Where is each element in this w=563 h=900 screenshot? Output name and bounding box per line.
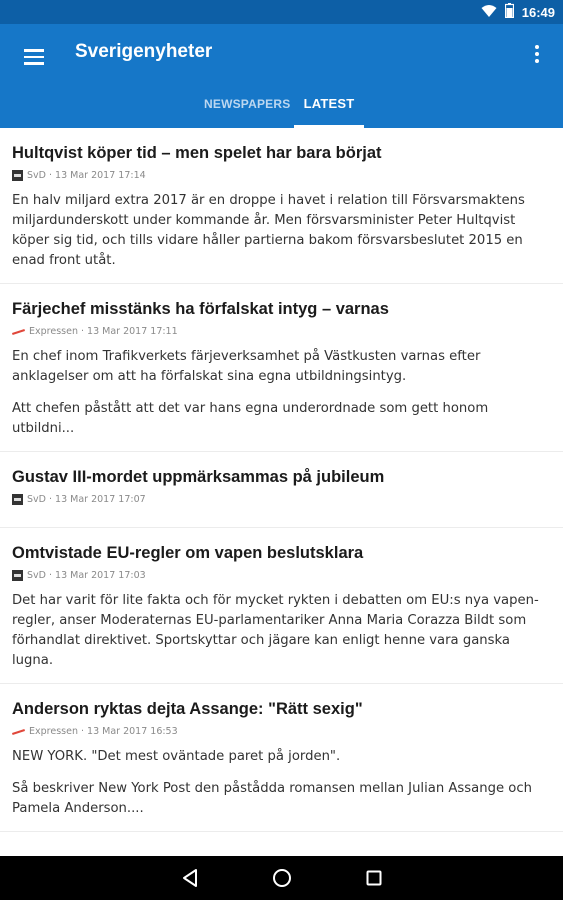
svd-logo-icon (12, 494, 23, 505)
svd-logo-icon (12, 170, 23, 181)
article-summary: NEW YORK. "Det mest oväntade paret på jorden". (12, 749, 341, 764)
system-nav-bar (0, 856, 563, 900)
back-icon[interactable] (178, 866, 202, 890)
article-headline: Gustav III-mordet uppmärksammas på jubileum (12, 468, 385, 486)
more-vert-icon[interactable] (531, 42, 543, 68)
tab-bar (0, 84, 563, 128)
article-headline: Omtvistade EU-regler om vapen beslutsklara (12, 544, 364, 562)
article-summary: En chef inom Trafikverkets färjeverksamhet på Västkusten varnas efter anklagelser om att ha förfalskat sina egna utbildningsintyg. (12, 349, 481, 384)
expressen-logo-icon (12, 326, 25, 337)
article-meta (12, 726, 551, 737)
tab-newspapers[interactable]: NEWSPAPERS (204, 97, 291, 111)
article-summary: Det har varit för lite fakta och för mycket rykten i debatten om EU:s nya vapen-regler, anser Moderaternas EU-parlamentariker Anna Maria Corazza Bildt som förhandlat direktivet. Sportskyttar och jägare kan enligt henne vara ganska lugna. (12, 593, 539, 668)
article-summary: En halv miljard extra 2017 är en droppe i havet i relation till Försvarsmaktens miljardunderskott under kommande år. Men försvarsminister Peter Hultqvist köper sig tid, och tills vidare håller partierna bakom försvarsbeslutet 2015 en enad front utåt. (12, 193, 525, 268)
menu-icon[interactable] (22, 44, 46, 68)
list-item[interactable] (0, 284, 563, 452)
list-item[interactable] (0, 684, 563, 832)
article-meta (12, 326, 551, 337)
article-meta (12, 494, 551, 505)
wifi-icon (481, 3, 497, 22)
article-source-date: Expressen · 13 Mar 2017 16:53 (29, 726, 178, 737)
list-item[interactable] (0, 128, 563, 284)
article-source-date: SvD · 13 Mar 2017 17:07 (27, 494, 146, 505)
expressen-logo-icon (12, 726, 25, 737)
article-source-date: SvD · 13 Mar 2017 17:03 (27, 570, 146, 581)
article-headline: Anderson ryktas dejta Assange: "Rätt sexig" (12, 700, 363, 718)
app-title: Sverigenyheter (75, 41, 213, 62)
app-bar (0, 24, 563, 128)
status-time: 16:49 (521, 4, 555, 20)
article-summary: Så beskriver New York Post den påstådda romansen mellan Julian Assange och Pamela Anderson.... (12, 781, 532, 816)
article-source-date: Expressen · 13 Mar 2017 17:11 (29, 326, 178, 337)
article-summary: Att chefen påstått att det var hans egna underordnade som gett honom utbildni... (12, 401, 489, 436)
svd-logo-icon (12, 570, 23, 581)
article-meta (12, 170, 551, 181)
article-source-date: SvD · 13 Mar 2017 17:14 (27, 170, 146, 181)
news-feed[interactable] (0, 128, 563, 856)
article-meta (12, 570, 551, 581)
status-bar (0, 0, 563, 24)
list-item[interactable] (0, 528, 563, 684)
recents-icon[interactable] (362, 866, 386, 890)
tab-latest[interactable]: LATEST (294, 84, 364, 128)
home-icon[interactable] (270, 866, 294, 890)
battery-icon (505, 3, 514, 22)
list-item[interactable] (0, 452, 563, 528)
article-headline: Färjechef misstänks ha förfalskat intyg – varnas (12, 300, 389, 318)
article-headline: Hultqvist köper tid – men spelet har bara börjat (12, 144, 382, 162)
